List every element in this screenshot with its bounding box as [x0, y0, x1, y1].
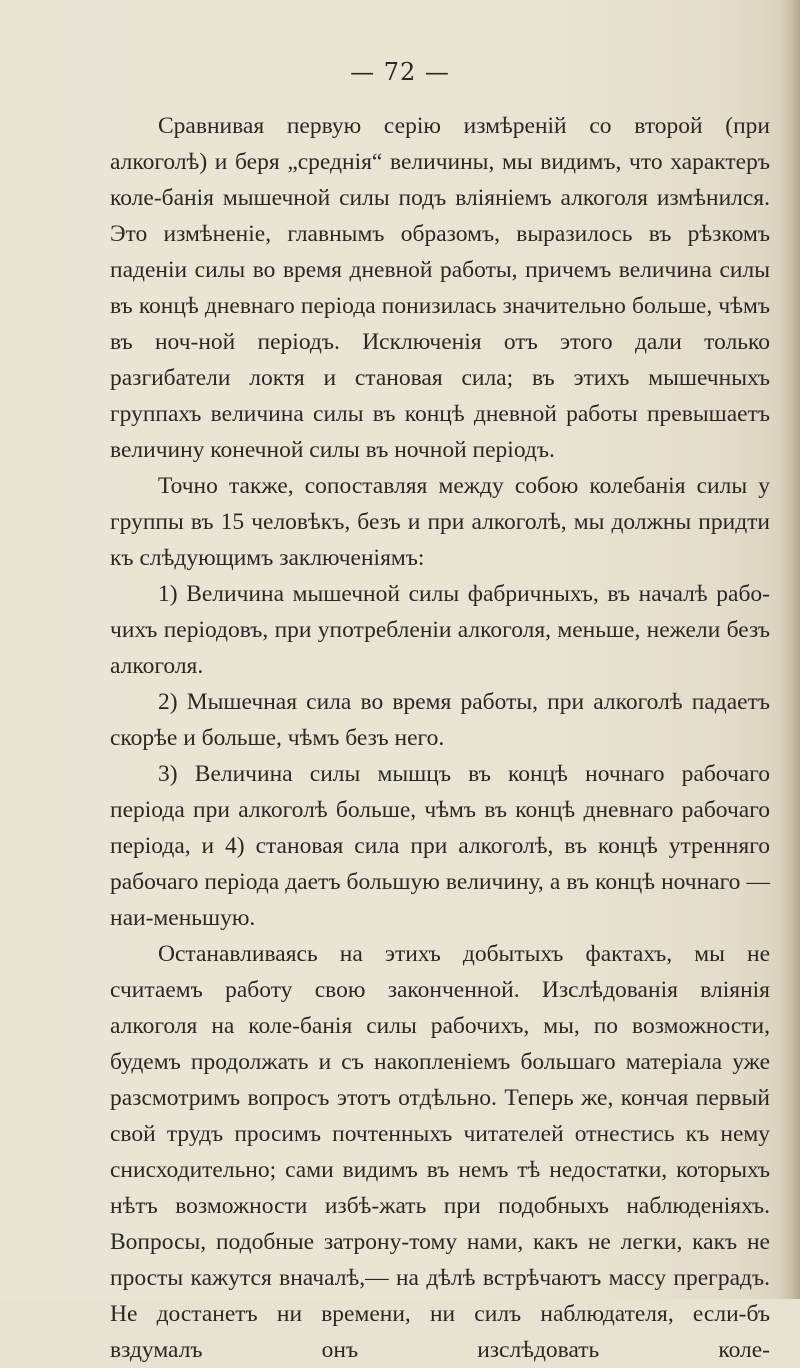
paragraph-conclusion-1: 1) Величина мышечной силы фабричныхъ, въ началѣ рабо-чихъ періодовъ, при употребленіи алкоголя, меньше, нежели безъ алкоголя. — [110, 581, 770, 679]
paragraph-conclusion-3-4: 3) Величина силы мышцъ въ концѣ ночнаго рабочаго періода при алкоголѣ больше, чѣмъ въ концѣ дневнаго рабочаго періода, и 4) становая сила при алкоголѣ, въ концѣ утренняго рабочаго періода даетъ большую величину, а въ концѣ ночнаго — наи-меньшую. — [110, 761, 770, 931]
page-number: — 72 — — [350, 58, 450, 86]
page-edge-shadow — [778, 0, 800, 1299]
paragraph-closing: Останавливаясь на этихъ добытыхъ фактахъ, мы не считаемъ работу свою законченной. Изслѣдованія вліянія алкоголя на коле-банія силы рабочихъ, мы, по возможности, будемъ продолжать и съ накопленіемъ большаго матеріала уже разсмотримъ вопросъ этотъ отдѣльно. Теперь же, кончая первый свой трудъ просимъ почтенныхъ читателей отнестись къ нему снисходительно; сами видимъ въ немъ тѣ недостатки, которыхъ нѣтъ возможности избѣ-жать при подобныхъ наблюденіяхъ. Вопросы, подобные затрону-тому нами, какъ не легки, какъ не просты кажутся вначалѣ,— на дѣлѣ встрѣчаютъ массу преградъ. Не достанетъ ни времени, ни силъ наблюдателя, если-бъ вздумалъ онъ изслѣдовать коле- — [110, 941, 770, 1363]
paragraph-conclusions-intro: Точно также, сопоставляя между собою колебанія силы у группы въ 15 человѣкъ, безъ и при алкоголѣ, мы должны придти къ слѣдующимъ заключеніямъ: — [110, 473, 770, 571]
paragraph-conclusion-2: 2) Мышечная сила во время работы, при алкоголѣ падаетъ скорѣе и больше, чѣмъ безъ него. — [110, 689, 770, 751]
paragraph-alcohol-comparison: Сравнивая первую серію измѣреній со второй (при алкоголѣ) и беря „среднія“ величины, мы видимъ, что характеръ коле-банія мышечной силы подъ вліяніемъ алкоголя измѣнился. Это измѣненіе, главнымъ образомъ, выразилось въ рѣзкомъ паденіи силы во время дневной работы, причемъ величина силы въ концѣ дневнаго періода понизилась значительно больше, чѣмъ въ ноч-ной періодъ. Исключенія отъ этого дали только разгибатели локтя и становая сила; въ этихъ мышечныхъ группахъ величина силы въ концѣ дневной работы превышаетъ величину конечной силы въ ночной періодъ. — [110, 113, 770, 463]
body-text — [110, 108, 770, 1368]
